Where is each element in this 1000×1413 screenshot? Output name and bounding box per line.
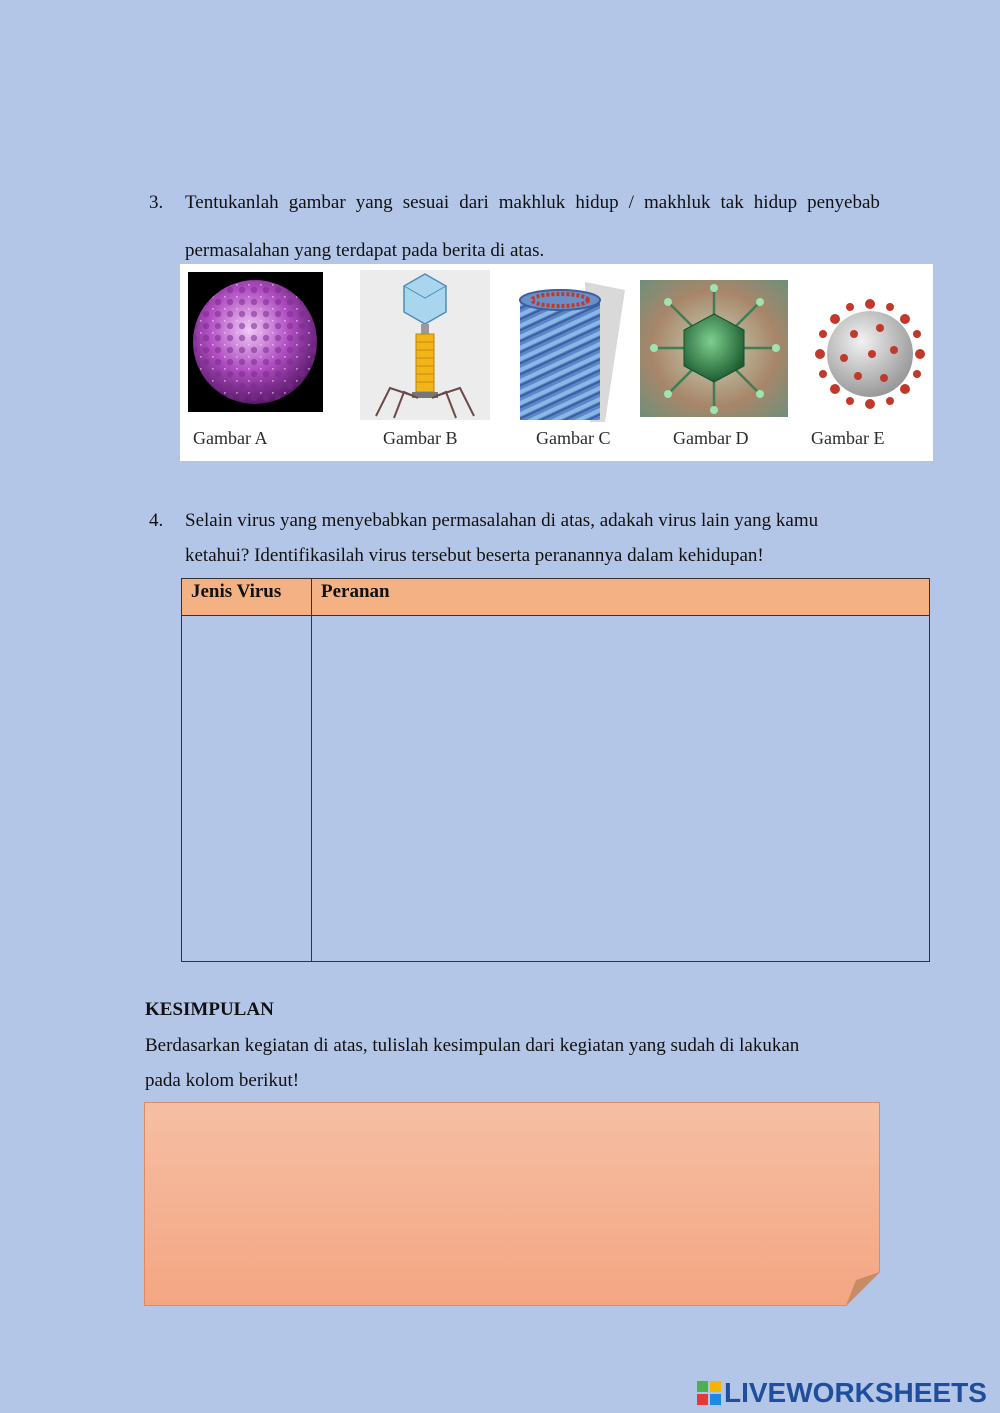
caption-gambar-c: Gambar C — [536, 428, 611, 448]
question-3-line-1 — [185, 193, 880, 212]
adenovirus-icon — [640, 280, 788, 417]
caption-gambar-b: Gambar B — [383, 428, 458, 448]
kesimpulan-instruction-line-2: pada kolom berikut! — [145, 1070, 300, 1091]
virus-role-table — [181, 578, 930, 962]
word: hidup — [575, 192, 619, 213]
word: gambar — [288, 192, 346, 213]
word: dari — [459, 192, 489, 213]
question-3-line-2: permasalahan yang terdapat pada berita di atas. — [185, 240, 545, 261]
question-number: 3. — [149, 192, 164, 213]
kesimpulan-instruction-line-1: Berdasarkan kegiatan di atas, tulislah kesimpulan dari kegiatan yang sudah di lakukan — [145, 1035, 800, 1056]
jenis-virus-answer-cell[interactable] — [182, 616, 312, 962]
virus-image-strip — [180, 264, 933, 461]
caption-gambar-e: Gambar E — [811, 428, 885, 448]
note-paper-shape — [144, 1102, 880, 1306]
table-row — [182, 616, 930, 962]
caption-gambar-a: Gambar A — [193, 428, 268, 448]
sphere-virus-icon — [188, 272, 323, 412]
kesimpulan-answer-box[interactable] — [144, 1102, 880, 1306]
question-number: 4. — [149, 510, 164, 531]
word: tak — [720, 192, 744, 213]
word: / — [628, 192, 634, 213]
caption-gambar-d: Gambar D — [673, 428, 749, 448]
header-peranan: Peranan — [312, 579, 930, 616]
question-4-line-1: Selain virus yang menyebabkan permasalahan di atas, adakah virus lain yang kamu — [185, 510, 819, 531]
word: makhluk — [643, 192, 711, 213]
bacteriophage-icon — [360, 270, 490, 420]
liveworksheets-brand — [697, 1376, 987, 1410]
word: makhluk — [498, 192, 566, 213]
header-jenis-virus: Jenis Virus — [182, 579, 312, 616]
table-header-row — [182, 579, 930, 616]
liveworksheets-logo-icon — [697, 1381, 721, 1405]
word: Tentukanlah — [185, 192, 279, 213]
word: penyebab — [807, 192, 880, 213]
word: hidup — [753, 192, 798, 213]
question-4-line-2: ketahui? Identifikasilah virus tersebut beserta peranannya dalam kehidupan! — [185, 545, 764, 566]
brand-name: LIVEWORKSHEETS — [724, 1377, 987, 1408]
coronavirus-icon — [814, 298, 926, 410]
word: sesuai — [402, 192, 450, 213]
kesimpulan-heading: KESIMPULAN — [145, 999, 274, 1020]
word: yang — [355, 192, 393, 213]
peranan-answer-cell[interactable] — [312, 616, 930, 962]
helical-virus-icon — [515, 282, 627, 422]
